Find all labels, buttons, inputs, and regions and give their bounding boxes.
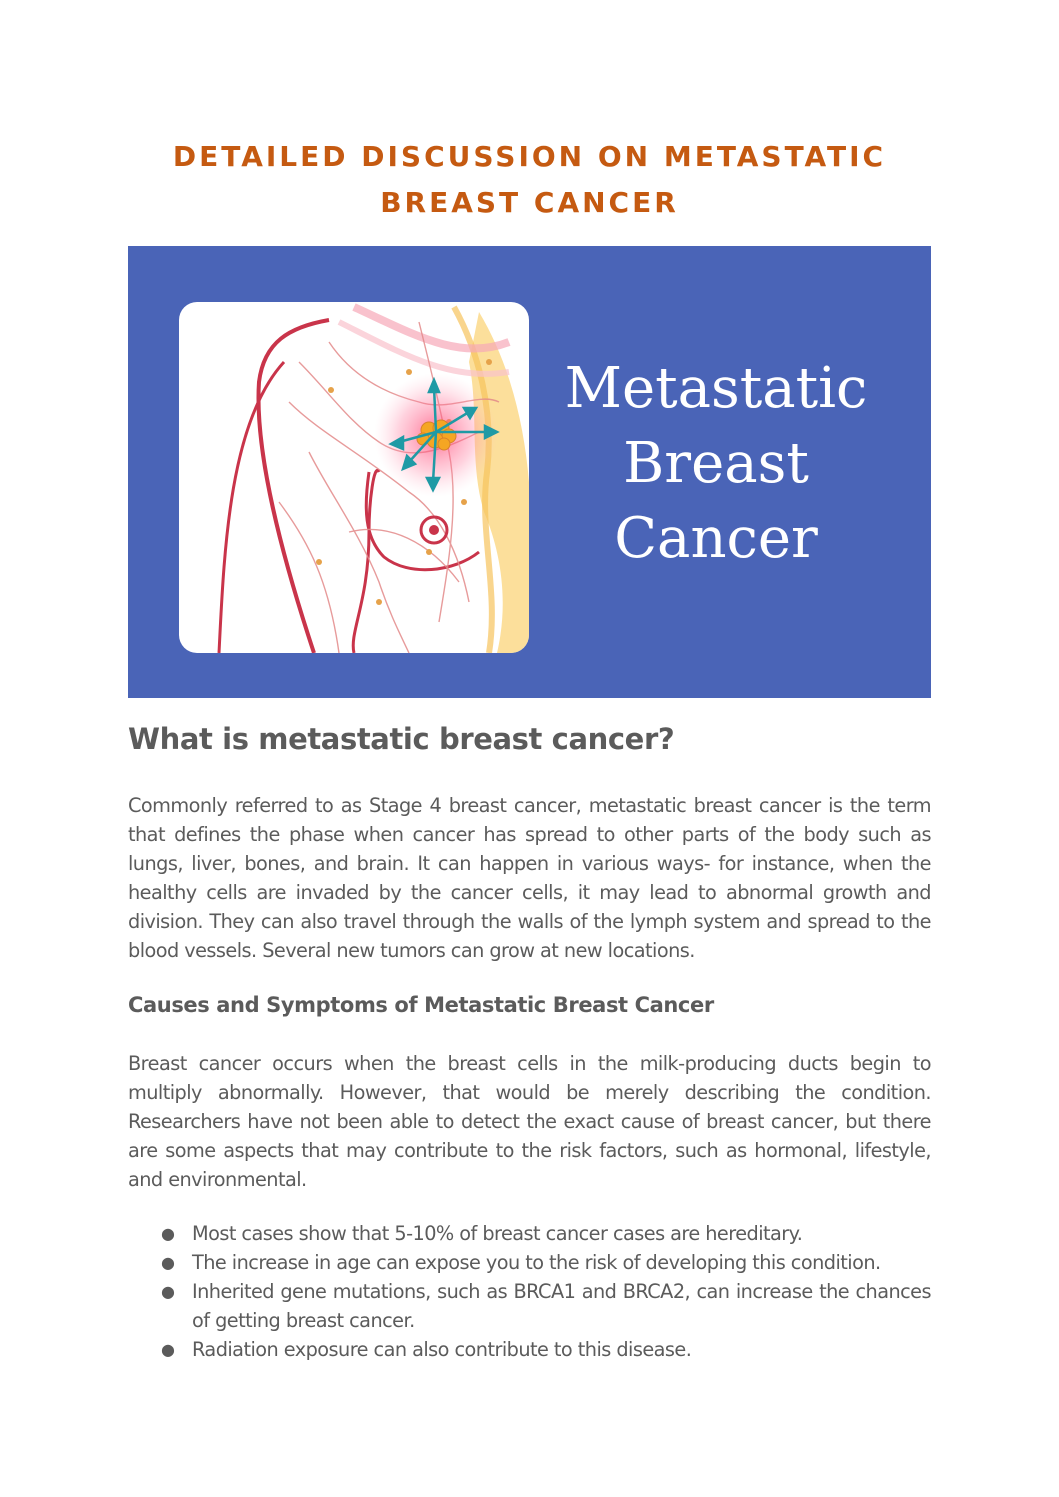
hero-line-1: Metastatic [564,356,868,421]
bullet-icon: ● [161,1253,175,1272]
list-item [128,1219,931,1248]
list-item-text: Radiation exposure can also contribute to this disease. [192,1338,692,1361]
section-heading-causes: Causes and Symptoms of Metastatic Breast Cancer [128,993,714,1017]
hero-banner [128,246,931,698]
section-heading-what-is: What is metastatic breast cancer? [128,722,675,756]
list-item [128,1335,931,1364]
document-title [128,134,931,226]
breast-anatomy-illustration [179,302,529,653]
list-item [128,1248,931,1277]
list-item-text: The increase in age can expose you to the risk of developing this condition. [192,1251,881,1274]
title-line-2: BREAST CANCER [380,186,679,219]
paragraph-causes: Breast cancer occurs when the breast cells in the milk-producing ducts begin to multiply abnormally. However, that would be merely describing the condition. Researchers have not been able to detect the exact cause of breast cancer, but there are some aspects that may contribute to the risk factors, such as hormonal, lifestyle, and environmental. [128,1052,931,1191]
bullet-icon: ● [161,1282,175,1301]
bullet-icon: ● [161,1224,175,1243]
list-item-text: Inherited gene mutations, such as BRCA1 and BRCA2, can increase the chances of getting breast cancer. [192,1280,931,1332]
hero-line-3: Cancer [614,506,818,571]
hero-caption [553,351,879,576]
bullet-icon: ● [161,1340,175,1359]
list-item-text: Most cases show that 5-10% of breast cancer cases are hereditary. [192,1222,803,1245]
hero-line-2: Breast [623,431,809,496]
title-line-1: DETAILED DISCUSSION ON METASTATIC [172,140,887,173]
list-item [128,1277,931,1335]
paragraph-definition: Commonly referred to as Stage 4 breast cancer, metastatic breast cancer is the term that defines the phase when cancer has spread to other parts of the body such as lungs, liver, bones, and brain. It can happen in various ways- for instance, when the healthy cells are invaded by the cancer cells, it may lead to abnormal growth and division. They can also travel through the walls of the lymph system and spread to the blood vessels. Several new tumors can grow at new locations. [128,794,931,962]
risk-factor-list [128,1219,931,1364]
breast-anatomy-icon [179,302,529,653]
